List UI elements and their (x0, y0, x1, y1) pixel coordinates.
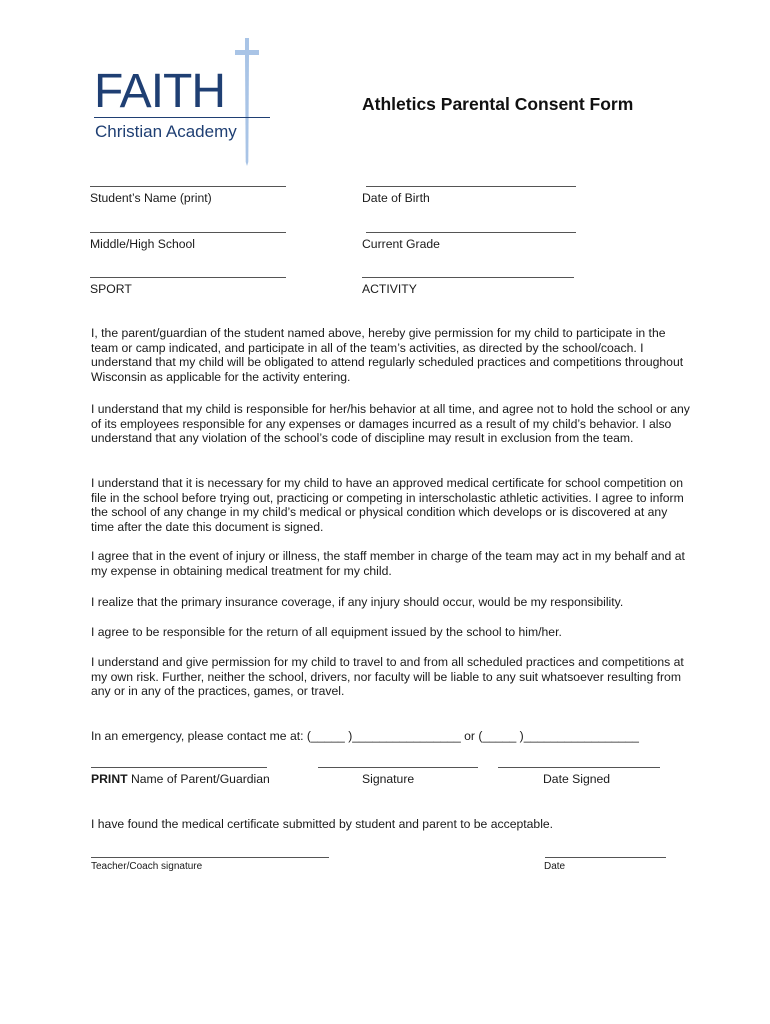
date-of-birth-label: Date of Birth (362, 191, 430, 205)
coach-date-label: Date (544, 861, 566, 872)
current-grade-label: Current Grade (362, 237, 440, 251)
date-signed-label: Date Signed (543, 772, 611, 786)
parent-signature-line[interactable] (318, 767, 478, 768)
coach-date-line[interactable] (545, 857, 666, 858)
date-signed-line[interactable] (498, 767, 660, 768)
consent-paragraph-6: I agree to be responsible for the return of all equipment issued by the school to him/her. (91, 625, 562, 639)
emergency-contact-line[interactable]: In an emergency, please contact me at: (_____ )________________ or (_____ )_________________ (91, 729, 639, 743)
form-title: Athletics Parental Consent Form (362, 94, 634, 114)
print-rest-label: Name of Parent/Guardian (127, 772, 270, 786)
school-logo (88, 38, 278, 168)
consent-paragraph-1: I, the parent/guardian of the student named above, hereby give permission for my child to participate in the team or camp indicated, and participate in all of the team’s activities, as directed by the school/coach. I understand that my child will be obligated to attend regularly scheduled practices and competitions throughout Wisconsin as applicable for the activity entering. (91, 326, 684, 384)
activity-line[interactable] (362, 277, 574, 278)
logo-name: FAITH (94, 65, 226, 118)
current-grade-line[interactable] (366, 232, 576, 233)
teacher-signature-label: Teacher/Coach signature (91, 861, 203, 872)
school-line[interactable] (90, 232, 286, 233)
parent-name-line[interactable] (91, 767, 267, 768)
logo-subtitle: Christian Academy (95, 122, 237, 141)
consent-paragraph-5: I realize that the primary insurance coverage, if any injury should occur, would be my responsibility. (91, 595, 624, 609)
consent-paragraph-4: I agree that in the event of injury or illness, the staff member in charge of the team may act in my behalf and at my expense in obtaining medical treatment for my child. (91, 549, 685, 578)
parent-signature-label: Signature (362, 772, 415, 786)
school-label: Middle/High School (90, 237, 196, 251)
activity-label: ACTIVITY (362, 282, 417, 296)
consent-paragraph-7: I understand and give permission for my child to travel to and from all scheduled practices and competitions at my own risk. Further, neither the school, drivers, nor faculty will be liable to any suit whatsoever resulting from any or in any of the practices, games, or travel. (91, 655, 684, 699)
sport-line[interactable] (90, 277, 286, 278)
teacher-signature-line[interactable] (91, 857, 329, 858)
parent-name-label (91, 772, 270, 786)
certificate-statement: I have found the medical certificate submitted by student and parent to be acceptable. (91, 817, 554, 831)
student-name-label: Student’s Name (print) (90, 191, 212, 205)
print-bold-label: PRINT (91, 772, 128, 786)
sport-label: SPORT (90, 282, 132, 296)
date-of-birth-line[interactable] (366, 186, 576, 187)
consent-paragraph-2: I understand that my child is responsible for her/his behavior at all time, and agree not to hold the school or any of its employees responsible for any expenses or damages incurred as a result of my child’s behavior. I also understand that any violation of the school’s code of discipline may result in exclusion from the team. (91, 402, 690, 446)
sword-icon (232, 38, 262, 166)
logo-underline (94, 117, 270, 118)
consent-paragraph-3: I understand that it is necessary for my child to have an approved medical certificate for school competition on file in the school before trying out, practicing or competing in interscholastic athletic activities. I agree to inform the school of any change in my child’s medical or physical condition which develops or is discovered at any time after the date this document is signed. (91, 476, 684, 534)
student-name-line[interactable] (90, 186, 286, 187)
